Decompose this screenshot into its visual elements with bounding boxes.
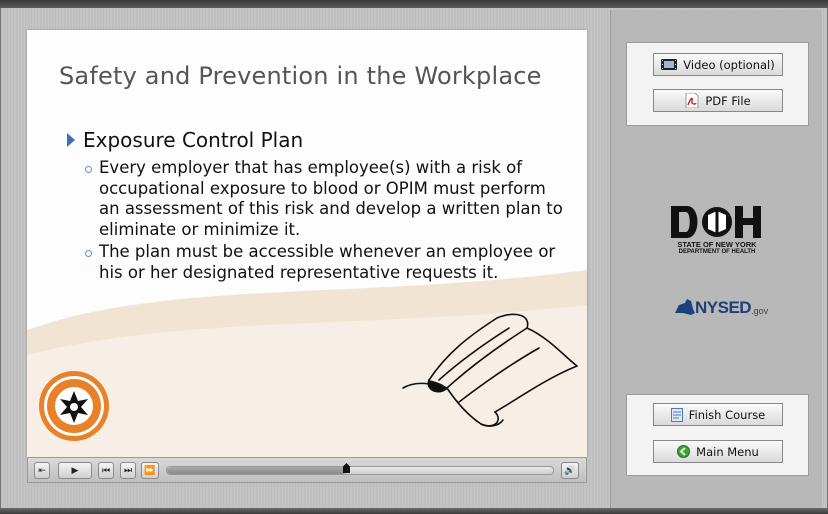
video-button[interactable] xyxy=(653,53,783,76)
slide-stage xyxy=(27,30,587,457)
pdf-icon xyxy=(685,93,699,108)
nysed-wordmark: NYSED xyxy=(695,298,752,317)
doh-line-2: DEPARTMENT OF HEALTH xyxy=(678,249,756,255)
next-button[interactable] xyxy=(120,462,136,479)
document-icon xyxy=(671,408,683,422)
finish-course-label: Finish Course xyxy=(688,407,766,422)
slide-title: Safety and Prevention in the Workplace xyxy=(59,62,542,90)
sub-bullet-2: The plan must be accessible whenever an employee or his or her designated representative requests it. xyxy=(85,242,565,283)
play-button[interactable] xyxy=(58,462,92,479)
pdf-button-label: PDF File xyxy=(705,93,751,108)
skip-back-icon: ⏮ xyxy=(101,465,111,476)
side-panel xyxy=(610,10,822,508)
nysed-logo xyxy=(673,298,768,318)
sub-bullet-1: Every employer that has employee(s) with a risk of occupational exposure to blood or OPIM must perform an assessment of this risk and develop a written plan to eliminate or minimize it. xyxy=(85,158,565,240)
previous-button[interactable] xyxy=(98,462,114,479)
main-bullet xyxy=(67,128,303,152)
ny-state-shape-icon xyxy=(673,299,695,317)
finish-course-button[interactable] xyxy=(653,403,783,426)
main-menu-label: Main Menu xyxy=(696,444,759,459)
film-icon xyxy=(661,59,677,70)
exit-button[interactable] xyxy=(34,462,50,479)
navigation-box xyxy=(626,394,809,476)
resources-box xyxy=(626,42,809,126)
volume-button[interactable] xyxy=(561,462,579,479)
nysed-gov-text: .gov xyxy=(751,306,769,316)
training-badge-logo xyxy=(37,369,111,443)
fast-forward-icon: ⏩ xyxy=(144,465,156,476)
bottom-edge xyxy=(0,508,828,514)
doh-line-1: STATE OF NEW YORK xyxy=(677,240,757,249)
fast-forward-button[interactable] xyxy=(141,462,159,479)
sub-bullet-list xyxy=(85,158,565,285)
video-button-label: Video (optional) xyxy=(683,57,775,72)
pdf-button[interactable] xyxy=(653,89,783,112)
green-arrow-icon xyxy=(677,445,690,458)
triangle-bullet-icon xyxy=(67,133,75,147)
progress-track[interactable] xyxy=(166,466,554,475)
speaker-icon: 🔊 xyxy=(564,465,576,476)
doh-logo xyxy=(671,206,763,238)
play-icon: ▶ xyxy=(71,465,79,476)
exit-icon: ⇤ xyxy=(38,465,46,476)
progress-fill xyxy=(167,467,346,474)
main-menu-button[interactable] xyxy=(653,440,783,463)
skip-forward-icon: ⏭ xyxy=(123,465,133,476)
progress-thumb[interactable] xyxy=(343,463,350,473)
player-controls xyxy=(27,457,587,483)
top-edge xyxy=(0,0,828,8)
main-bullet-text: Exposure Control Plan xyxy=(83,128,304,152)
scroll-document-icon xyxy=(399,308,579,428)
